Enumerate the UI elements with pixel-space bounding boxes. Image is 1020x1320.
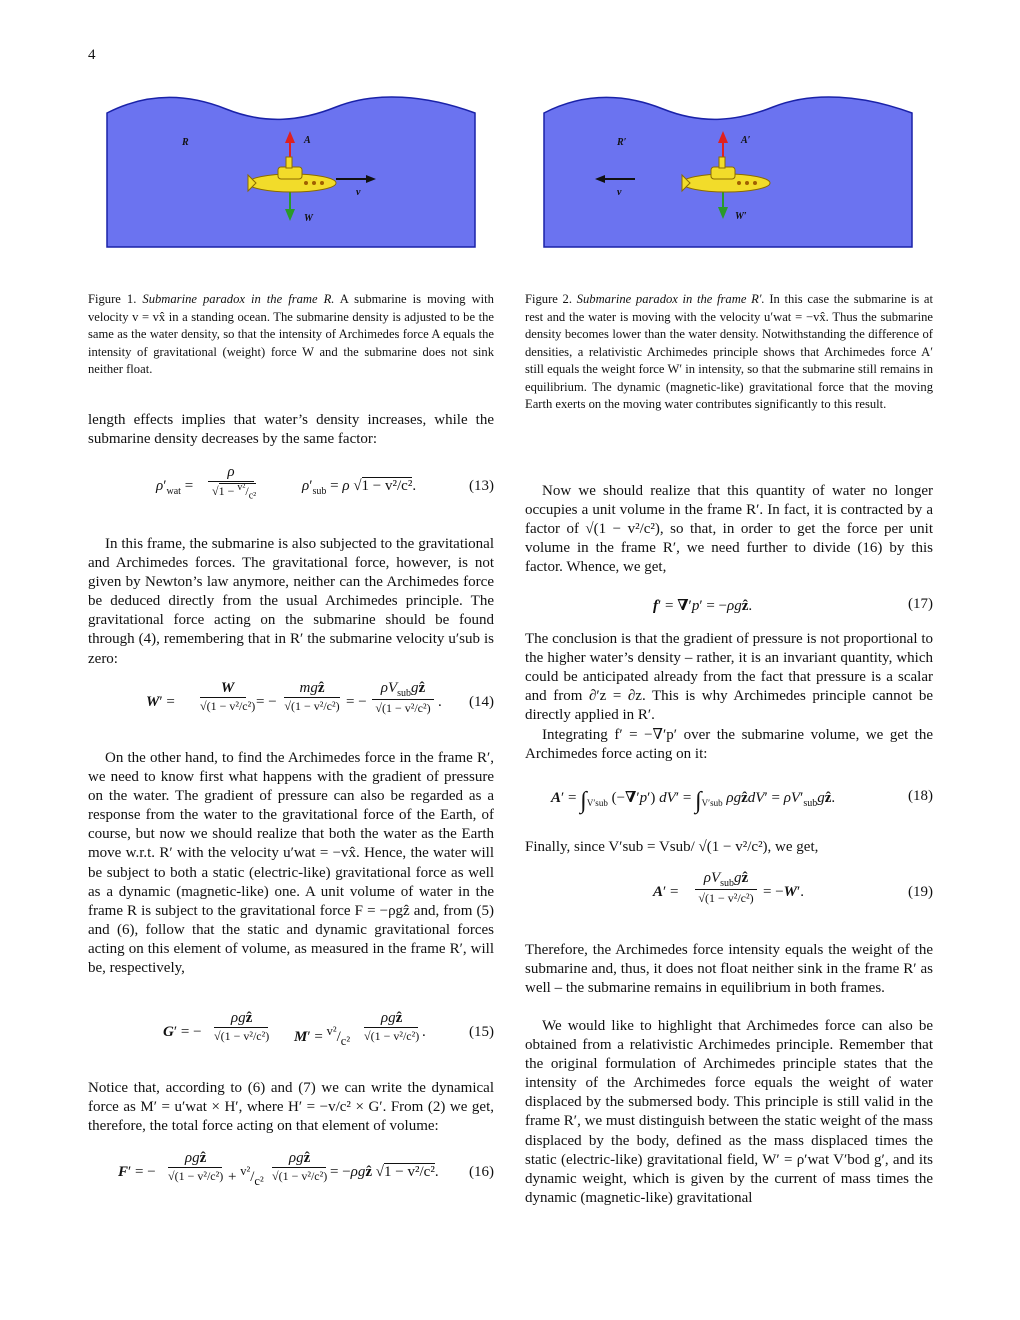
right-paragraph-4: Finally, since V′sub = Vsub/ √(1 − v²/c²), we get, bbox=[525, 839, 819, 855]
right-paragraph-3: Integrating f′ = −∇′p′ over the submarine volume, we get the Archimedes force acting on it: bbox=[525, 727, 933, 763]
caption-title: Submarine paradox in the frame R′. bbox=[576, 292, 765, 306]
frame-label: R bbox=[182, 137, 189, 148]
frame-label: R′ bbox=[617, 137, 627, 148]
equation-number: (13) bbox=[469, 478, 494, 494]
equation-15: G′ = − ρgẑ √(1 − v²/c²) $M' = ^{v^2}/_{c^2}$ ρgẑ √(1 − v²/c²) . (15) bbox=[163, 1010, 494, 1048]
left-paragraph-3: On the other hand, to find the Archimedes force in the frame R′, we need to know first what happens with the gradient of pressure on the water. The gradient of pressure can also be regarded as a response from the water to the gravitational force of the Earth, of course, but now we should realize that both the water as the Earth move w.r.t. R′ with the velocity u′wat = −vx̂. Hence, the water will be subject to both a static (electric-like) gravitational force as well as a dynamic (magnetic-like) one. A unit volume of water in the frame R is subject to the gravitational force F = −ρgẑ and, from (5) and (6), follow that the static and dynamic gravitational forces acting on this element of volume, as measured in the frame R′, will be, respectively, bbox=[88, 750, 494, 977]
caption-body: In this case the submarine is at rest and the water is moving with the velocity u′wat = −vx̂. Thus the submarine density becomes lower than the water density. Notwithstanding the difference of densities, a relativistic Archimedes principle shows that Archimedes force A′ still equals the weight force W′ in intensity, so that the submarine still remains in equilibrium. The dynamic (magnetic-like) gravitational force that the moving Earth exerts on the moving water contributes significantly to this result. bbox=[525, 292, 934, 411]
caption-label: Figure 2. bbox=[525, 292, 572, 306]
equation-number: (14) bbox=[469, 694, 494, 710]
caption-body: A submarine is moving with velocity v = vx̂ in a standing ocean. The submarine density is adjusted to be the same as the water density, so that the intensity of Archimedes force A equals the intensity of gravitational (weight) force W and the submarine does not sink neither float. bbox=[88, 292, 494, 376]
figure-1 bbox=[106, 95, 476, 249]
right-paragraph-1: Now we should realize that this quantity of water no longer occupies a unit volume in the frame R′. In fact, it is contracted by a factor of √(1 − v²/c²), so that, in order to get the force per unit volume in the frame R′, we need further to divide (16) by this factor. Whence, we get, bbox=[525, 483, 933, 576]
right-paragraph-6: We would like to highlight that Archimedes force can also be obtained from a relativistic Archimedes principle. Remember that the original formulation of Archimedes principle states that the intensity of the Archimedes force equals the weight of water displaced by the submersed body. This principle is still valid in the frame R′, we must distinguish between the static weight of the mass displaced by the body, defined as the mass displaced times the static (electric-like) gravitational field, W′ = ρ′wat V′bod g′, and its dynamic weight, which is given by the current of mass times the dynamic (magnetic-like) gravitational bbox=[525, 1018, 933, 1206]
caption-label: Figure 1. bbox=[88, 292, 137, 306]
equation-13: $\rho'_{wat}$ = ρ $√1 - ^{v^2}/_{c^2}$ $\rho'_{sub} = \rho$ √1 − v²/c². (13) bbox=[156, 464, 494, 502]
figure-2-caption bbox=[525, 291, 933, 414]
figure-1-caption bbox=[88, 291, 494, 379]
equation-14: W′ = W √(1 − v²/c²) = − mgẑ √(1 − v²/c²) = − $\rho V_{sub}gẑ$ √(1 − v²/c²) . (14) bbox=[146, 680, 494, 715]
left-paragraph-4: Notice that, according to (6) and (7) we can write the dynamical force as M′ = u′wat × H′, where H′ = −v/c² × G′. From (2) we get, therefore, the total force acting on that element of volume: bbox=[88, 1080, 494, 1135]
weight-label: W′ bbox=[735, 211, 747, 222]
equation-18: $A' = \int_{V'sub}$ (−∇′p′) $dV' = \int_{V'sub}$ ρgẑdV′ = $\rho V'_{sub}gẑ$. (18) bbox=[551, 788, 933, 814]
left-paragraph-1: length effects implies that water’s density increases, while the submarine density decreases by the same factor: bbox=[88, 412, 494, 448]
equation-number: (19) bbox=[908, 884, 933, 900]
velocity-label: v bbox=[356, 187, 361, 198]
equation-16: F′ = − ρgẑ √(1 − v²/c²) + $^{v^2}/_{c^2}$ ρgẑ √(1 − v²/c²) = −ρgẑ √1 − v²/c². (16) bbox=[118, 1150, 494, 1188]
left-paragraph-2: In this frame, the submarine is also subjected to the gravitational and Archimedes forces. The gravitational force, however, is not given by Newton’s law anymore, neither can the Archimedes force be deduced directly from the usual Archimedes principle. The gravitational force acting on the submarine should be found through (4), remembering that in R′ the submarine velocity u′sub is zero: bbox=[88, 536, 494, 667]
right-paragraph-5: Therefore, the Archimedes force intensity equals the weight of the submarine and, thus, it does not float neither sink in the frame R′ as well – the submarine remains in equilibrium in both frames. bbox=[525, 942, 933, 997]
equation-17: f′ = ∇′p′ = −ρgẑ. (17) bbox=[653, 596, 933, 614]
archimedes-label: A′ bbox=[741, 135, 751, 146]
figure-2 bbox=[543, 95, 913, 249]
page-number: 4 bbox=[88, 47, 96, 63]
equation-number: (18) bbox=[908, 788, 933, 804]
equation-number: (17) bbox=[908, 596, 933, 612]
caption-title: Submarine paradox in the frame R. bbox=[142, 292, 335, 306]
equation-number: (15) bbox=[469, 1024, 494, 1040]
equation-19: A′ = $\rho V_{sub}gẑ$ √(1 − v²/c²) = −W′. (19) bbox=[653, 870, 933, 905]
velocity-label: v bbox=[617, 187, 622, 198]
equation-number: (16) bbox=[469, 1164, 494, 1180]
right-paragraph-2: The conclusion is that the gradient of pressure is not proportional to the higher water’s density – rather, it is an invariant quantity, which could be anticipated already from the fact that pressure is a scalar and from ∂′z = ∂z. This is why Archimedes principle cannot be directly applied in R′. bbox=[525, 631, 933, 724]
archimedes-label: A bbox=[304, 135, 311, 146]
weight-label: W bbox=[304, 213, 313, 224]
